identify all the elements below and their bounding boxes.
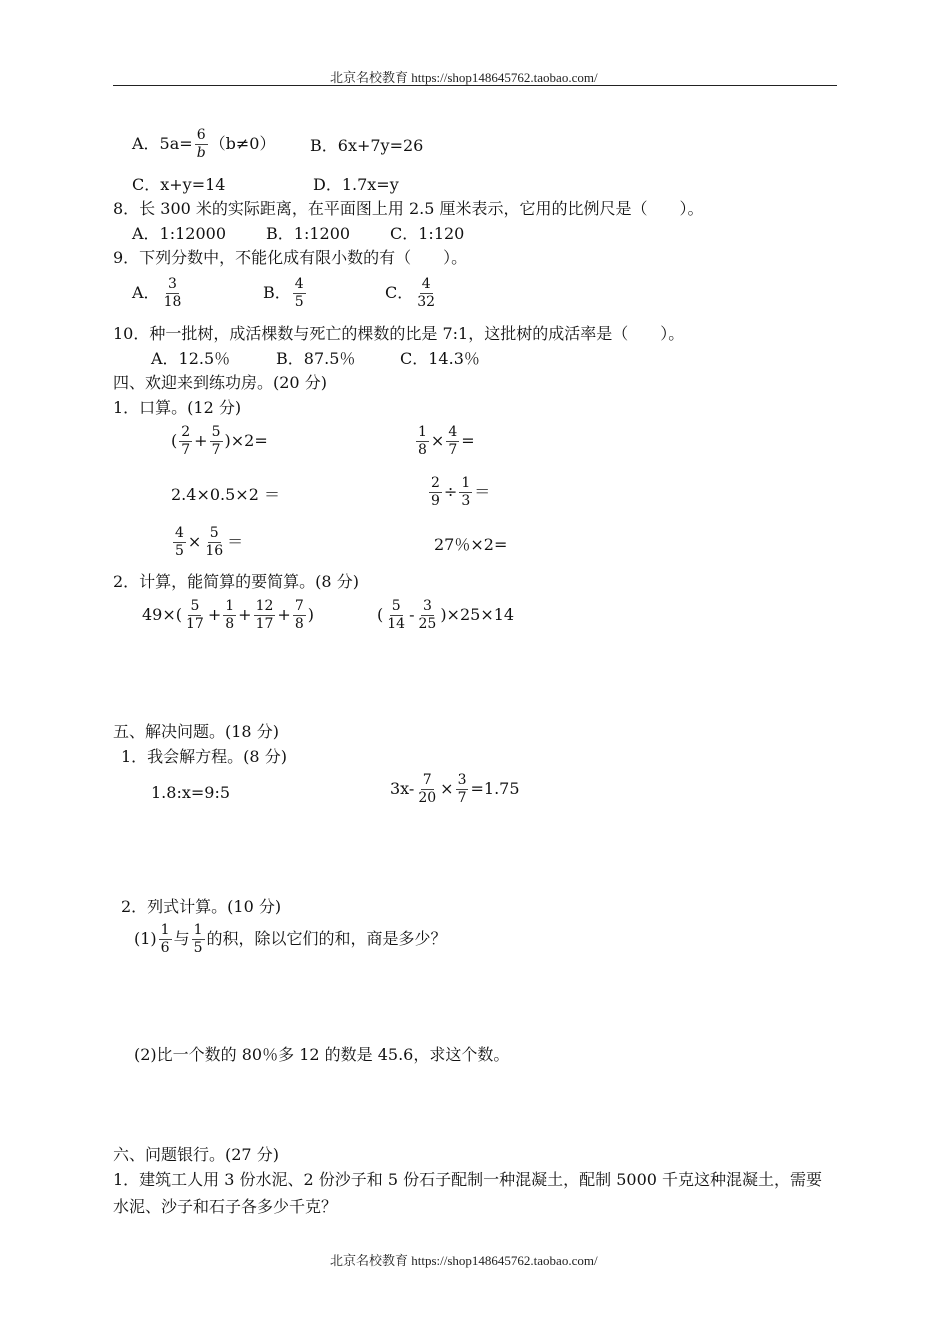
q8-option-c: C．1:120 xyxy=(390,224,465,243)
fraction-numerator: 7 xyxy=(422,772,432,788)
equals: ＝ xyxy=(227,532,244,551)
oral-calc-3: 2.4×0.5×2 ＝ xyxy=(171,485,280,504)
expression-tail: )×2= xyxy=(224,431,268,450)
fraction-numerator: 2 xyxy=(431,475,440,491)
fraction xyxy=(184,598,206,633)
q9-b-fraction xyxy=(293,276,306,311)
oral-calc-2 xyxy=(414,424,475,459)
section-5-part-2-title: 2．列式计算。(10 分) xyxy=(121,897,282,916)
operator: + xyxy=(277,605,291,624)
section-6-title: 六、问题银行。(27 分) xyxy=(113,1145,279,1164)
fraction xyxy=(429,475,442,510)
question-text: 的积，除以它们的和，商是多少？ xyxy=(206,929,447,948)
fraction-denominator: b xyxy=(196,145,206,161)
fraction xyxy=(203,525,225,560)
fraction-numerator: 3 xyxy=(168,276,177,292)
equals: = xyxy=(461,431,475,450)
fraction xyxy=(179,424,192,459)
page-footer: 北京名校教育 https://shop148645762.taobao.com/ xyxy=(330,1253,598,1268)
page-header: 北京名校教育 https://shop148645762.taobao.com/ xyxy=(330,70,598,85)
fraction xyxy=(459,475,472,510)
simplify-calc-1 xyxy=(142,598,314,633)
q10-option-c: C．14.3％ xyxy=(400,349,480,368)
operator: + xyxy=(194,431,208,450)
fraction xyxy=(446,424,459,459)
operator: × xyxy=(440,779,454,798)
section-6-problem-1: 1．建筑工人用 3 份水泥、2 份沙子和 5 份石子配制一种混凝土，配制 5000 千克这种混凝土，需要水泥、沙子和石子各多少千克？ xyxy=(113,1170,823,1216)
equals: ＝ xyxy=(474,482,491,501)
q7-a-suffix: （b≠0） xyxy=(209,134,276,153)
word-problem-1 xyxy=(134,922,447,957)
fraction-numerator: 7 xyxy=(294,598,304,614)
section-4-part-1-title: 1．口算。(12 分) xyxy=(113,398,242,417)
fraction xyxy=(223,598,236,633)
header-divider xyxy=(113,85,837,86)
fraction-denominator: 8 xyxy=(225,616,235,632)
operator: × xyxy=(187,532,202,551)
fraction-denominator: 7 xyxy=(181,442,191,458)
fraction-numerator: 5 xyxy=(391,598,401,614)
fraction-numerator: 4 xyxy=(294,276,304,292)
fraction xyxy=(293,598,306,633)
fraction xyxy=(416,772,438,807)
fraction-numerator: 3 xyxy=(457,772,467,788)
q10-stem: 10．种一批树，成活棵数与死亡的棵数的比是 7:1，这批树的成活率是（ ）。 xyxy=(113,324,685,343)
fraction-numerator: 4 xyxy=(421,276,431,292)
fraction-numerator: 1 xyxy=(418,424,427,440)
fraction xyxy=(173,525,186,560)
fraction-numerator: 3 xyxy=(422,598,432,614)
fraction-denominator: 32 xyxy=(417,294,436,310)
q9-option-a xyxy=(132,276,185,311)
fraction-denominator: 5 xyxy=(175,543,184,559)
q9-c-label: C． xyxy=(385,283,414,302)
fraction-denominator: 7 xyxy=(211,442,221,458)
fraction-numerator: 5 xyxy=(190,598,200,614)
operator: ÷ xyxy=(443,482,458,501)
close-paren: ) xyxy=(307,605,314,624)
fraction-denominator: 7 xyxy=(457,790,467,806)
fraction-numerator: 6 xyxy=(196,127,206,143)
fraction-denominator: 16 xyxy=(205,543,224,559)
fraction-denominator: 25 xyxy=(418,616,437,632)
fraction xyxy=(385,598,407,633)
section-4-part-2-title: 2．计算，能简算的要简算。(8 分) xyxy=(113,572,359,591)
fraction xyxy=(416,598,438,633)
section-5-part-1-title: 1．我会解方程。(8 分) xyxy=(121,747,287,766)
q7-option-d: D．1.7x=y xyxy=(313,175,399,194)
operator: + xyxy=(207,605,222,624)
fraction xyxy=(416,424,429,459)
fraction xyxy=(210,424,223,459)
fraction-numerator: 1 xyxy=(461,475,471,491)
fraction-denominator: 5 xyxy=(193,940,203,956)
fraction xyxy=(254,598,276,633)
fraction-denominator: 17 xyxy=(186,616,204,632)
fraction-numerator: 12 xyxy=(255,598,274,614)
q7-a-fraction xyxy=(195,127,208,162)
connector-text: 与 xyxy=(173,929,190,948)
fraction xyxy=(159,922,172,957)
oral-calc-6: 27％×2= xyxy=(434,535,508,554)
expression-tail: =1.75 xyxy=(470,779,520,798)
fraction-denominator: 20 xyxy=(418,790,437,806)
fraction-numerator: 5 xyxy=(209,525,219,541)
section-5-title: 五、解决问题。(18 分) xyxy=(113,722,279,741)
operator: - xyxy=(409,605,415,624)
fraction-denominator: 9 xyxy=(431,493,440,509)
operator: × xyxy=(430,431,445,450)
q7-option-a xyxy=(132,127,276,162)
fraction xyxy=(192,922,205,957)
fraction-numerator: 1 xyxy=(193,922,203,938)
expression-tail: )×25×14 xyxy=(440,605,515,624)
fraction-numerator: 2 xyxy=(181,424,191,440)
q9-a-label: A． xyxy=(132,283,160,302)
section-4-title: 四、欢迎来到练功房。(20 分) xyxy=(113,373,327,392)
q9-a-fraction xyxy=(162,276,184,311)
fraction-denominator: 3 xyxy=(461,493,471,509)
simplify-calc-2 xyxy=(377,598,514,633)
q10-option-b: B．87.5％ xyxy=(276,349,356,368)
oral-calc-1 xyxy=(171,424,268,459)
fraction-numerator: 1 xyxy=(160,922,170,938)
q10-option-a: A．12.5％ xyxy=(151,349,231,368)
open-paren: ( xyxy=(171,431,178,450)
q9-stem: 9．下列分数中，不能化成有限小数的有（ ）。 xyxy=(113,248,468,267)
expression-prefix: 49×( xyxy=(142,605,183,624)
fraction-denominator: 6 xyxy=(160,940,170,956)
fraction-numerator: 5 xyxy=(211,424,221,440)
q8-option-b: B．1:1200 xyxy=(266,224,351,243)
q7-a-prefix: A．5a= xyxy=(132,134,193,153)
open-paren: ( xyxy=(377,605,384,624)
q7-option-b: B．6x+7y=26 xyxy=(310,136,424,155)
operator: + xyxy=(238,605,252,624)
oral-calc-4 xyxy=(427,475,490,510)
fraction-denominator: 14 xyxy=(387,616,406,632)
q8-option-a: A．1:12000 xyxy=(132,224,227,243)
oral-calc-5 xyxy=(171,525,243,560)
q9-b-label: B． xyxy=(263,283,291,302)
item-number: (1) xyxy=(134,929,157,948)
fraction-numerator: 1 xyxy=(225,598,235,614)
fraction-denominator: 8 xyxy=(294,616,304,632)
q8-stem: 8．长 300 米的实际距离，在平面图上用 2.5 厘米表示，它用的比例尺是（ ）。 xyxy=(113,199,704,218)
fraction-denominator: 18 xyxy=(163,294,182,310)
fraction-denominator: 17 xyxy=(255,616,274,632)
fraction-numerator: 4 xyxy=(448,424,458,440)
fraction-denominator: 8 xyxy=(418,442,427,458)
q7-option-c: C．x+y=14 xyxy=(132,175,226,194)
q9-c-fraction xyxy=(415,276,437,311)
q9-option-c xyxy=(385,276,439,311)
equation-2 xyxy=(390,772,520,807)
equation-1: 1.8:x=9:5 xyxy=(151,783,231,802)
word-problem-2: (2)比一个数的 80％多 12 的数是 45.6，求这个数。 xyxy=(134,1045,510,1064)
fraction xyxy=(456,772,469,807)
q9-option-b xyxy=(263,276,308,311)
expression-prefix: 3x- xyxy=(390,779,415,798)
fraction-denominator: 5 xyxy=(294,294,304,310)
fraction-numerator: 4 xyxy=(175,525,184,541)
fraction-denominator: 7 xyxy=(448,442,458,458)
